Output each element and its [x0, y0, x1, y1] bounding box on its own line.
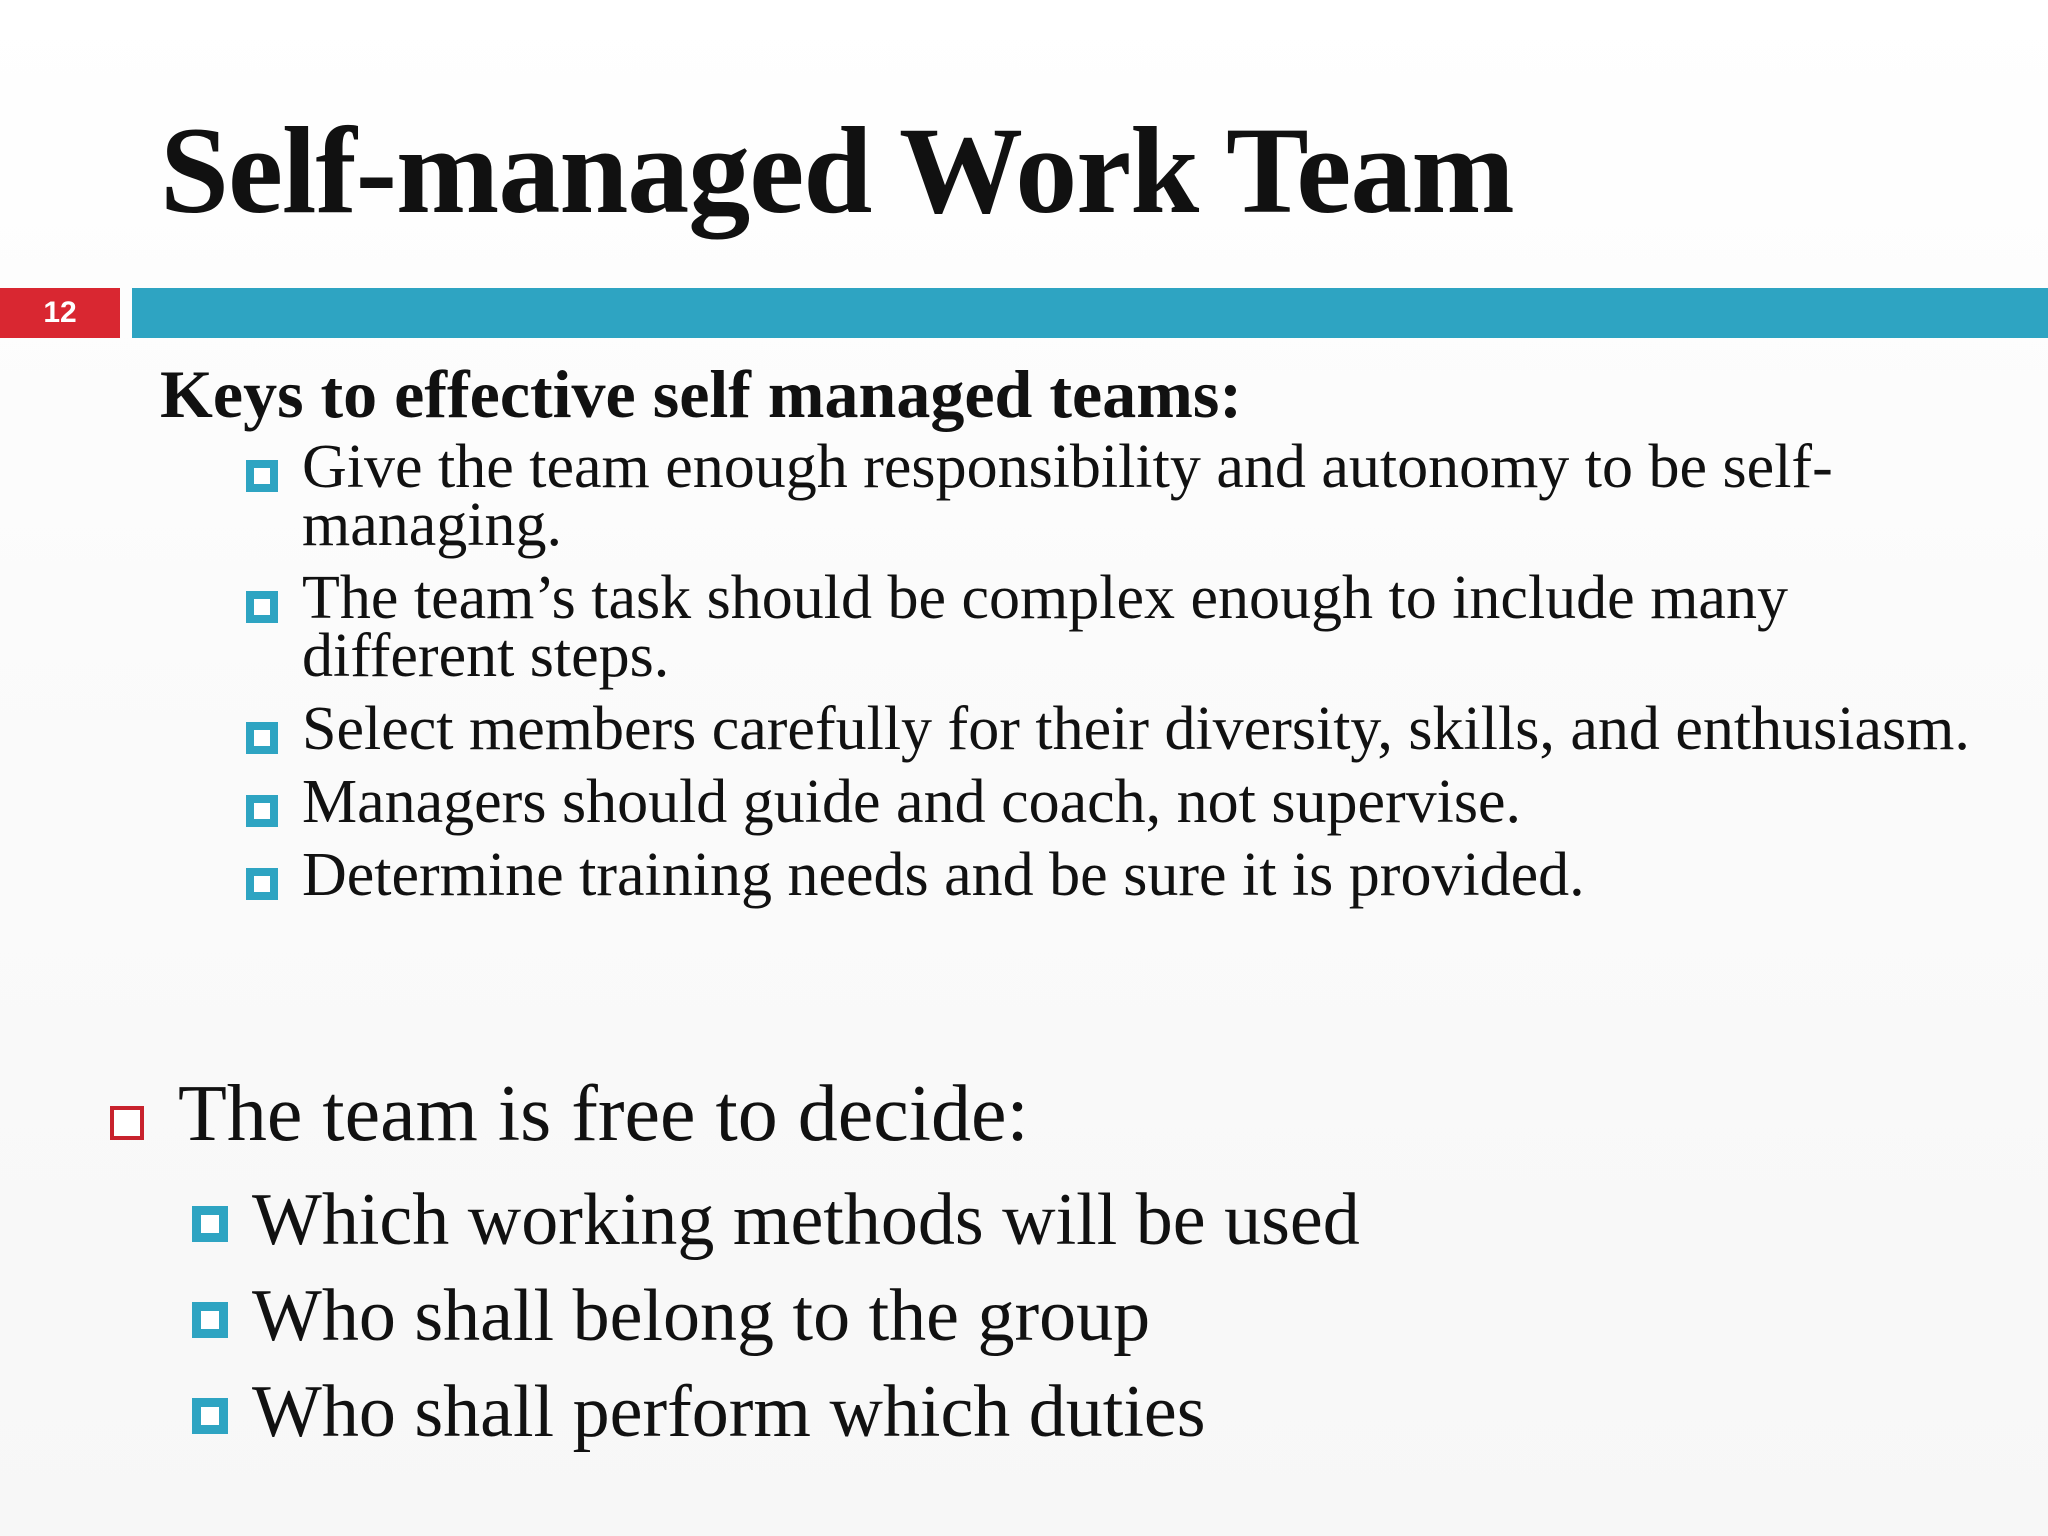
square-bullet-icon	[192, 1302, 228, 1338]
accent-bar	[132, 288, 2048, 338]
key-item-text: Give the team enough responsibility and autonomy to be self-managing.	[302, 433, 1833, 559]
key-item	[242, 433, 2012, 559]
slide-title: Self-managed Work Team	[160, 102, 1514, 239]
free-to-decide-list	[190, 1172, 1360, 1460]
slide-number-badge: 12	[0, 288, 120, 338]
square-bullet-icon	[192, 1206, 228, 1242]
free-item	[190, 1172, 1360, 1268]
key-item	[242, 768, 2012, 836]
hollow-square-bullet-icon	[110, 1106, 144, 1140]
square-bullet-icon	[192, 1398, 228, 1434]
free-item	[190, 1268, 1360, 1364]
keys-heading: Keys to effective self managed teams:	[160, 356, 1242, 432]
key-item-text: Managers should guide and coach, not supervise.	[302, 768, 1522, 836]
key-item-text: Select members carefully for their diversity, skills, and enthusiasm.	[302, 695, 1970, 763]
square-bullet-icon	[246, 591, 278, 623]
free-item-text: Who shall belong to the group	[252, 1275, 1151, 1357]
free-item	[190, 1364, 1360, 1460]
square-bullet-icon	[246, 868, 278, 900]
key-item	[242, 695, 2012, 763]
keys-list	[242, 433, 2012, 919]
key-item-text: Determine training needs and be sure it is provided.	[302, 841, 1585, 909]
key-item	[242, 564, 2012, 690]
square-bullet-icon	[246, 722, 278, 754]
free-to-decide-heading	[110, 1066, 1029, 1162]
free-item-text: Who shall perform which duties	[252, 1371, 1206, 1453]
square-bullet-icon	[246, 460, 278, 492]
key-item-text: The team’s task should be complex enough to include many different steps.	[302, 564, 1788, 690]
free-item-text: Which working methods will be used	[252, 1179, 1360, 1261]
key-item	[242, 841, 2012, 909]
square-bullet-icon	[246, 795, 278, 827]
free-to-decide-heading-text: The team is free to decide:	[178, 1070, 1029, 1158]
